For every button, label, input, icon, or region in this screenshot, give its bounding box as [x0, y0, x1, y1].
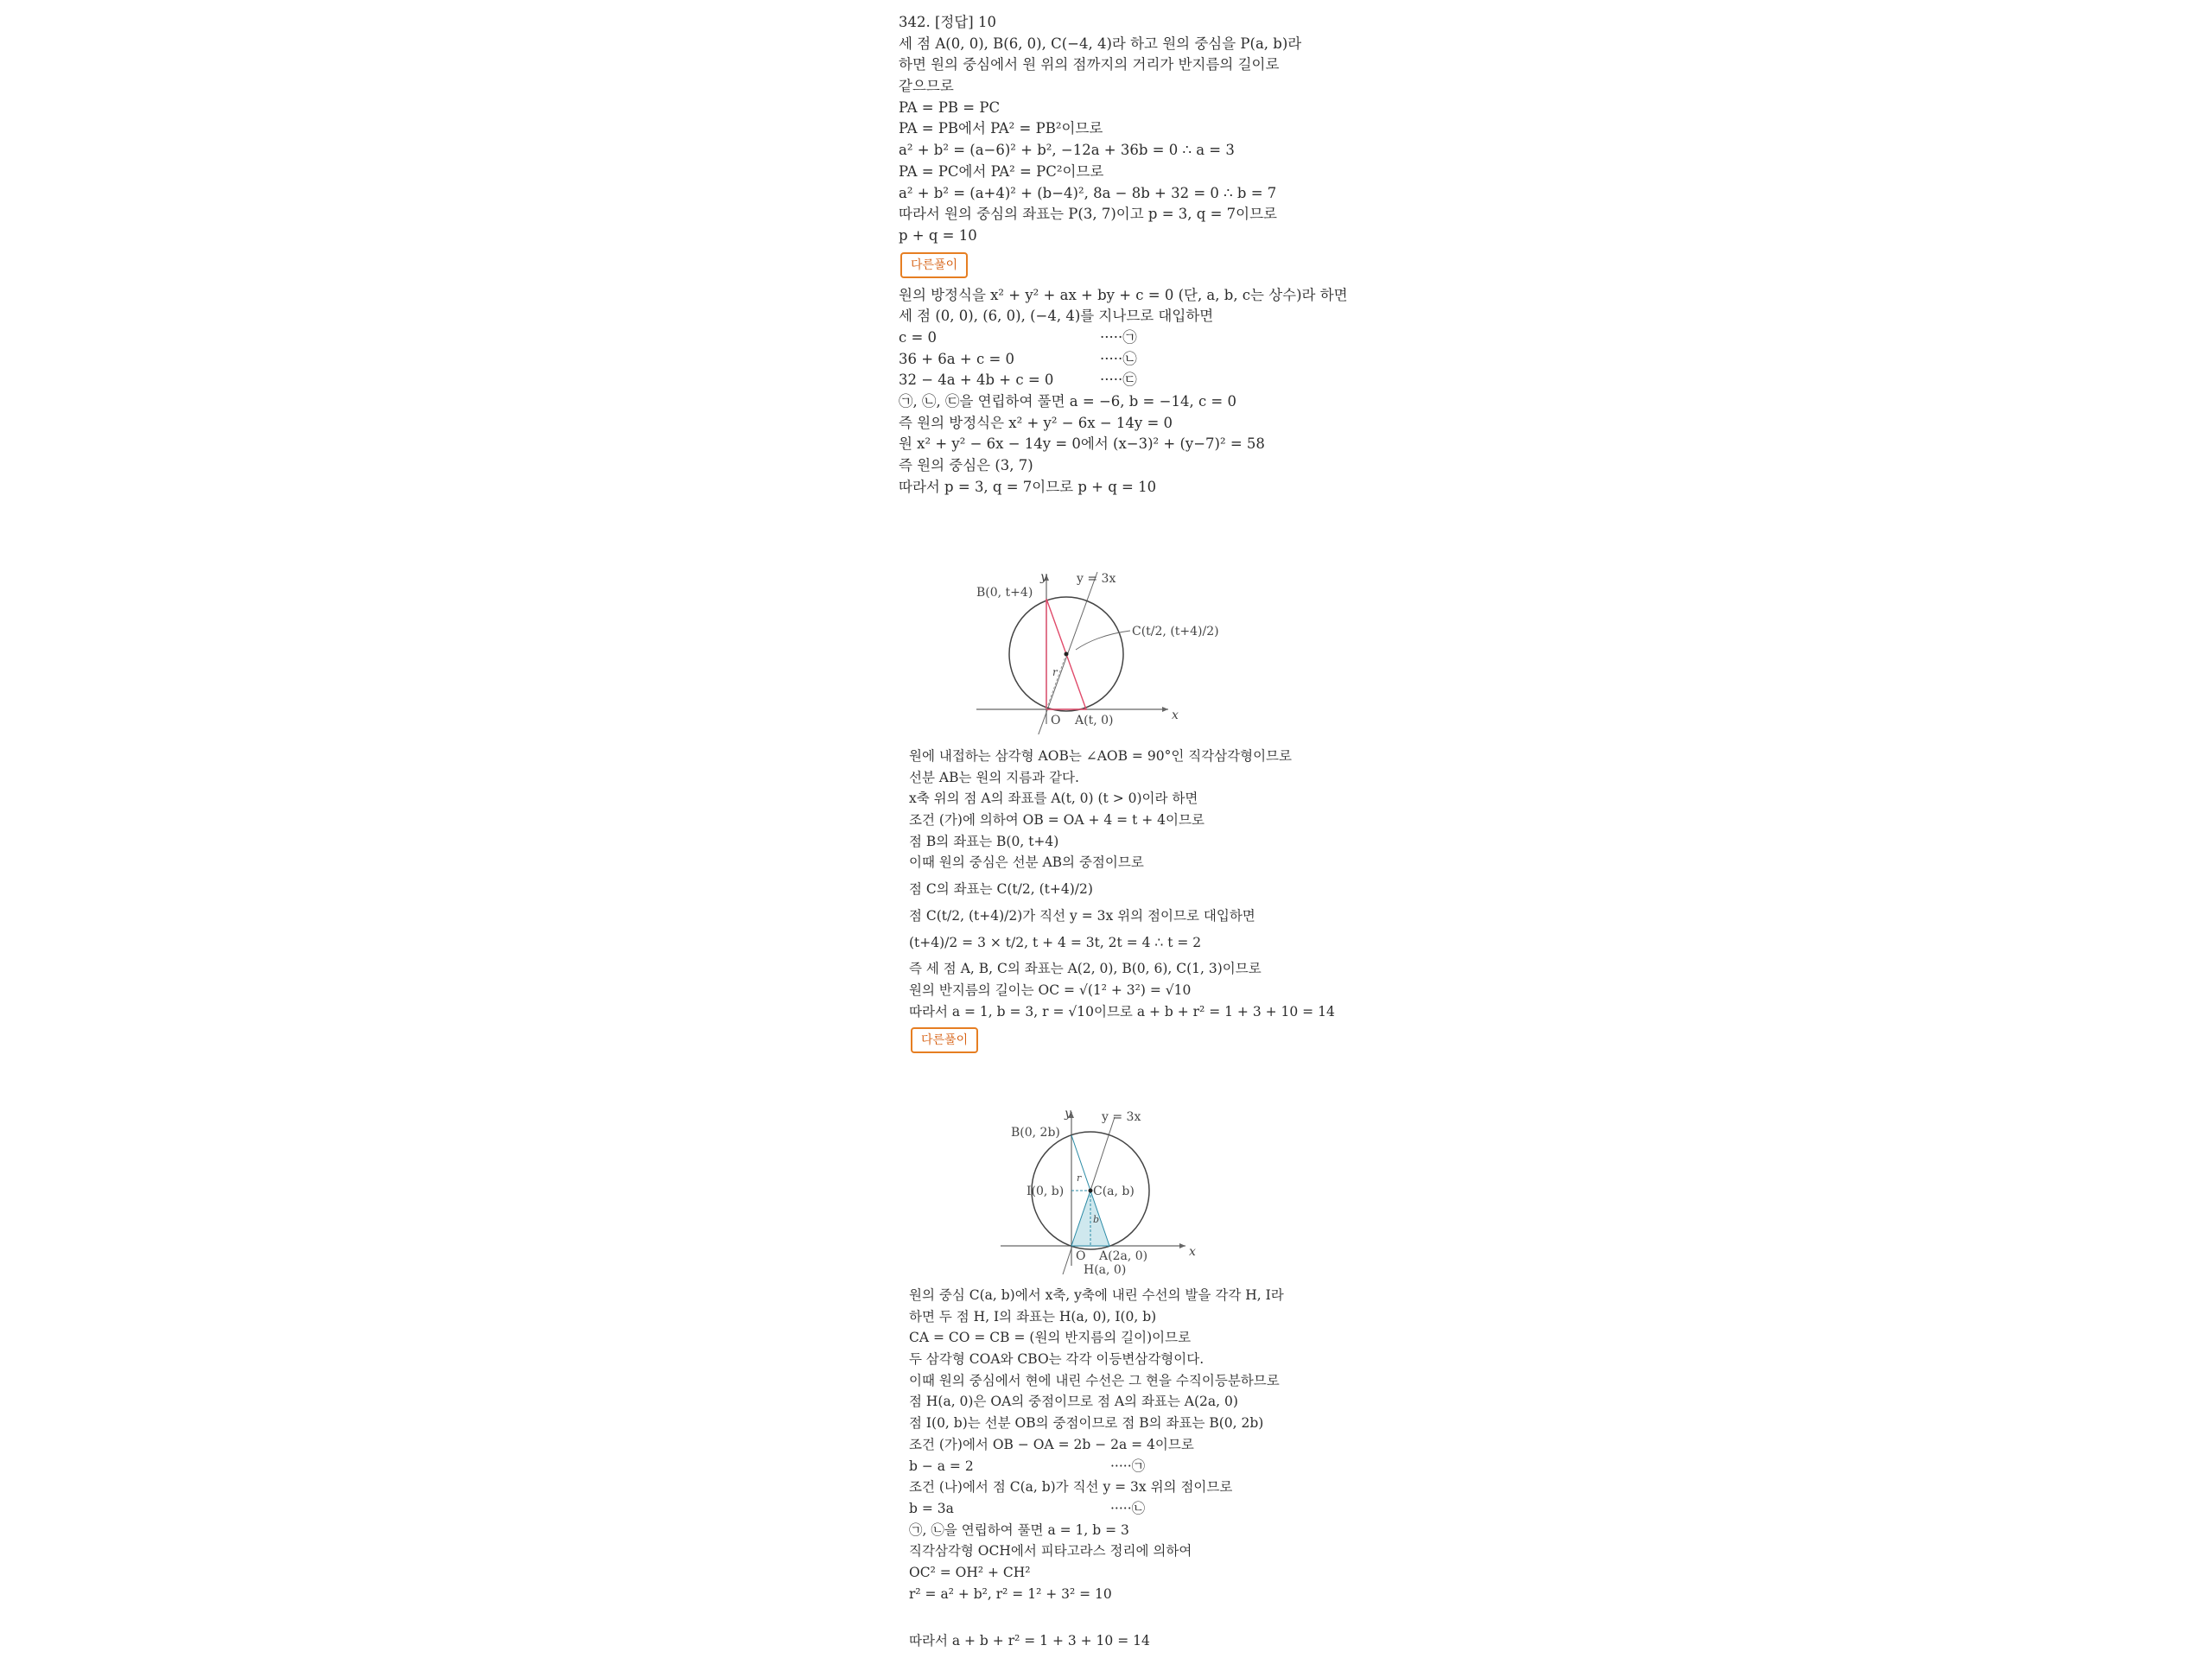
- circle-figure-2: [994, 1102, 1218, 1283]
- solution-2: [909, 746, 1335, 1060]
- text-line: 세 점 (0, 0), (6, 0), (−4, 4)를 지나므로 대입하면: [899, 308, 1214, 325]
- x-axis-label: x: [1189, 1245, 1196, 1259]
- alt-solution-badge: 다른풀이: [900, 252, 968, 278]
- text-line: 즉 세 점 A, B, C의 좌표는 A(2, 0), B(0, 6), C(1, 3)이므로: [909, 961, 1262, 977]
- text-line: 점 H(a, 0)은 OA의 중점이므로 점 A의 좌표는 A(2a, 0): [909, 1394, 1238, 1410]
- origin-label: O: [1051, 714, 1061, 727]
- equation-line: [899, 327, 1279, 349]
- text-line: 하면 두 점 H, I의 좌표는 H(a, 0), I(0, b): [909, 1308, 1157, 1324]
- equation: b − a = 2: [909, 1458, 974, 1474]
- text-line: a² + b² = (a+4)² + (b−4)², 8a − 8b + 32 = 0 ∴ b = 7: [899, 184, 1277, 201]
- text-line: PA = PB에서 PA² = PB²이므로: [899, 120, 1103, 137]
- answer-header: 342. [정답] 10: [899, 14, 996, 30]
- text-line: 즉 원의 중심은 (3, 7): [899, 457, 1033, 474]
- text-line: OC² = OH² + CH²: [909, 1564, 1031, 1580]
- origin-label: O: [1076, 1249, 1086, 1263]
- equation-marker: ·····㉠: [1100, 328, 1137, 346]
- text-line: 점 C(t/2, (t+4)/2)가 직선 y = 3x 위의 점이므로 대입하면: [909, 907, 1255, 924]
- equation: b = 3a: [909, 1500, 954, 1516]
- text-line: 점 C의 좌표는 C(t/2, (t+4)/2): [909, 881, 1093, 898]
- text-line: 따라서 p = 3, q = 7이므로 p + q = 10: [899, 478, 1157, 495]
- text-line: 하면 원의 중심에서 원 위의 점까지의 거리가 반지름의 길이로: [899, 56, 1280, 73]
- text-line: ㉠, ㉡을 연립하여 풀면 a = 1, b = 3: [909, 1521, 1129, 1538]
- text-line: 원에 내접하는 삼각형 AOB는 ∠AOB = 90°인 직각삼각형이므로: [909, 748, 1293, 764]
- text-line: p + q = 10: [899, 226, 977, 244]
- text-line: CA = CO = CB = (원의 반지름의 길이)이므로: [909, 1330, 1192, 1346]
- alt-solution-badge: 다른풀이: [911, 1027, 978, 1053]
- y-axis-label: y: [1040, 570, 1047, 584]
- text-line: 따라서 a = 1, b = 3, r = √10이므로 a + b + r² = 1 + 3 + 10 = 14: [909, 1003, 1335, 1020]
- text-line: 이때 원의 중심에서 현에 내린 수선은 그 현을 수직이등분하므로: [909, 1372, 1280, 1388]
- equation: 32 − 4a + 4b + c = 0: [899, 372, 1054, 389]
- point-c-label: C(a, b): [1093, 1185, 1135, 1198]
- point-h-label: H(a, 0): [1084, 1263, 1127, 1277]
- text-line: 조건 (가)에서 OB − OA = 2b − 2a = 4이므로: [909, 1436, 1194, 1452]
- point-a-label: A(2a, 0): [1099, 1249, 1148, 1263]
- equation: 36 + 6a + c = 0: [899, 350, 1015, 367]
- equation-marker: ·····㉡: [1110, 1500, 1146, 1516]
- equation-line: [899, 370, 1279, 391]
- text-line: 원 x² + y² − 6x − 14y = 0에서 (x−3)² + (y−7)² = 58: [899, 435, 1265, 453]
- text-line: 따라서 원의 중심의 좌표는 P(3, 7)이고 p = 3, q = 7이므로: [899, 206, 1277, 223]
- solution-342: [899, 12, 1348, 498]
- text-line: a² + b² = (a−6)² + b², −12a + 36b = 0 ∴ a = 3: [899, 142, 1235, 159]
- radius-label: r: [1077, 1172, 1082, 1184]
- text-line: 원의 중심 C(a, b)에서 x축, y축에 내린 수선의 발을 각각 H, I라: [909, 1287, 1284, 1303]
- text-line: 즉 원의 방정식은 x² + y² − 6x − 14y = 0: [899, 414, 1173, 431]
- radius-label: r: [1052, 666, 1058, 678]
- text-line: (t+4)/2 = 3 × t/2, t + 4 = 3t, 2t = 4 ∴ t = 2: [909, 934, 1202, 950]
- text-line: 직각삼각형 OCH에서 피타고라스 정리에 의하여: [909, 1543, 1192, 1560]
- equation-marker: ·····㉢: [1100, 372, 1137, 389]
- text-line: 원의 반지름의 길이는 OC = √(1² + 3²) = √10: [909, 981, 1192, 998]
- point-i-label: I(0, b): [1027, 1185, 1065, 1198]
- text-line: 조건 (가)에 의하여 OB = OA + 4 = t + 4이므로: [909, 812, 1205, 829]
- point-c-label: C(t/2, (t+4)/2): [1132, 625, 1219, 638]
- text-line: 선분 AB는 원의 지름과 같다.: [909, 769, 1079, 785]
- text-line: r² = a² + b², r² = 1² + 3² = 10: [909, 1585, 1112, 1602]
- point-a-label: A(t, 0): [1075, 714, 1114, 727]
- text-line: 점 B의 좌표는 B(0, t+4): [909, 833, 1059, 849]
- y-axis-label: y: [1065, 1107, 1071, 1121]
- equation-marker: ·····㉠: [1110, 1458, 1146, 1474]
- text-line: ㉠, ㉡, ㉢을 연립하여 풀면 a = −6, b = −14, c = 0: [899, 393, 1236, 410]
- text-line: 세 점 A(0, 0), B(6, 0), C(−4, 4)라 하고 원의 중심을 P(a, b)라: [899, 35, 1302, 52]
- length-label: b: [1093, 1214, 1100, 1225]
- point-b-label: B(0, t+4): [976, 586, 1033, 600]
- line-label: y = 3x: [1102, 1110, 1141, 1124]
- equation-marker: ·····㉡: [1100, 350, 1137, 367]
- point-b-label: B(0, 2b): [1011, 1126, 1060, 1140]
- text-line: 조건 (나)에서 점 C(a, b)가 직선 y = 3x 위의 점이므로: [909, 1479, 1233, 1496]
- circle-figure-1: [968, 562, 1227, 734]
- line-label: y = 3x: [1077, 572, 1116, 586]
- text-line: PA = PB = PC: [899, 98, 1001, 116]
- final-answer: 따라서 a + b + r² = 1 + 3 + 10 = 14: [909, 1633, 1150, 1649]
- equation: c = 0: [899, 328, 938, 346]
- text-line: 같으므로: [899, 78, 954, 95]
- solution-3: [909, 1285, 1289, 1652]
- equation-line: [899, 349, 1279, 371]
- text-line: 점 I(0, b)는 선분 OB의 중점이므로 점 B의 좌표는 B(0, 2b): [909, 1415, 1264, 1432]
- x-axis-label: x: [1172, 708, 1179, 722]
- equation-line: [909, 1456, 1289, 1477]
- text-line: 원의 방정식을 x² + y² + ax + by + c = 0 (단, a, b, c는 상수)라 하면: [899, 286, 1348, 303]
- text-line: 이때 원의 중심은 선분 AB의 중점이므로: [909, 854, 1144, 871]
- text-line: PA = PC에서 PA² = PC²이므로: [899, 162, 1104, 180]
- text-line: 두 삼각형 COA와 CBO는 각각 이등변삼각형이다.: [909, 1351, 1205, 1368]
- text-line: x축 위의 점 A의 좌표를 A(t, 0) (t > 0)이라 하면: [909, 791, 1198, 807]
- equation-line: [909, 1498, 1289, 1520]
